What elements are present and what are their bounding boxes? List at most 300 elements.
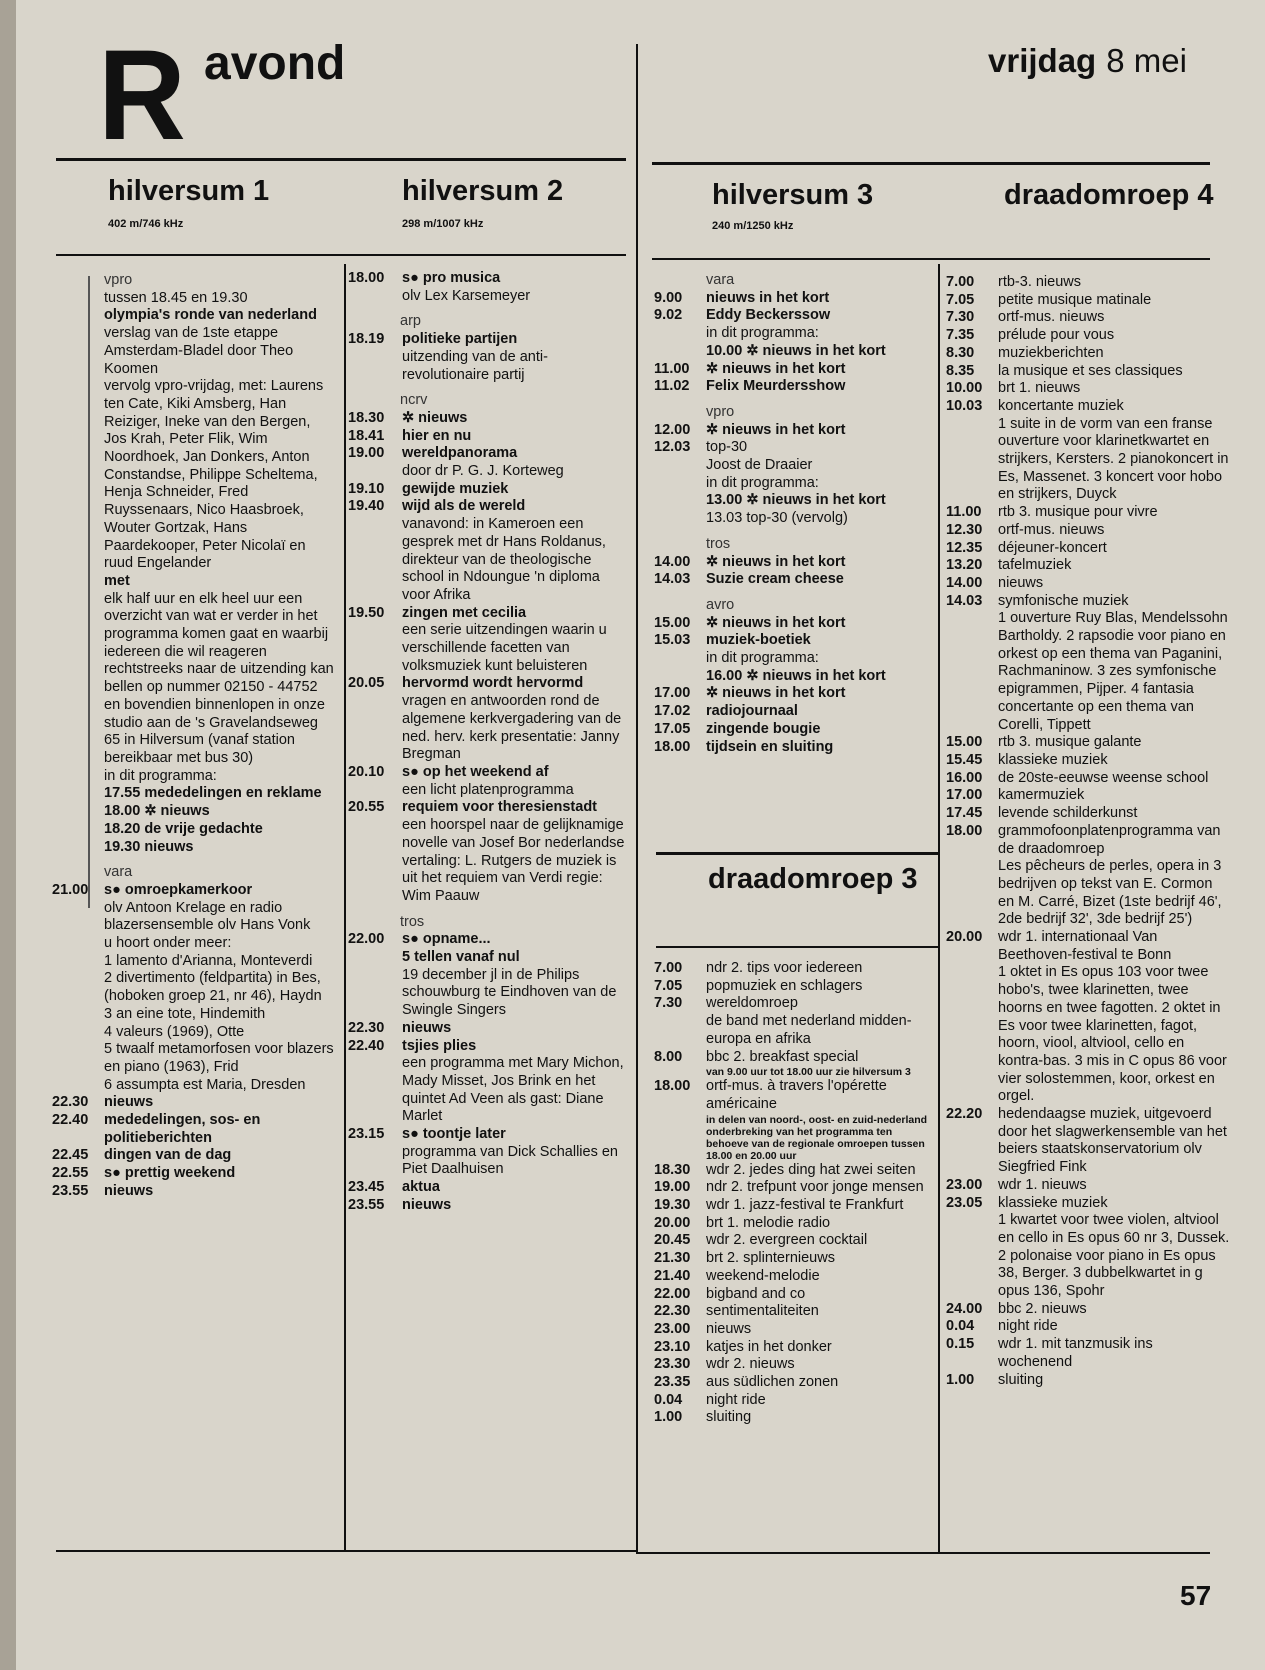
program-title: s● toontje later [402,1126,506,1143]
program-time: 19.30 [654,1197,691,1214]
program-title: muziekberichten [998,344,1104,361]
program-time: 19.40 [348,498,385,515]
draadomroep3-bottom-rule [656,946,938,948]
program-time [52,1077,104,1095]
program-time: 20.00 [946,929,983,946]
program-entry [654,1162,936,1180]
program-title: zingen met cecilia [402,604,527,621]
station-title-hilversum1: hilversum 1 [108,175,270,207]
program-title: tijdsein en sluiting [706,738,834,755]
program-title: petite musique matinale [998,291,1152,308]
program-title: verslag van de 1ste etappe Amsterdam-Bladel door Theo Koomen [104,325,294,377]
program-time [52,803,104,821]
program-time: 17.00 [946,787,983,804]
program-entry [654,439,936,457]
program-time [52,378,104,573]
program-entry [348,349,628,384]
program-time [348,516,402,605]
program-entry [654,475,936,493]
program-time: 1.00 [946,1371,975,1388]
program-title: ✲ nieuws [402,409,468,426]
program-title: sentimentaliteiten [706,1303,819,1320]
program-entry [52,839,336,857]
program-time [946,416,998,505]
program-title: in dit programma: [706,474,819,491]
program-entry [654,1286,936,1304]
program-entry [52,325,336,378]
program-time: 22.30 [654,1303,691,1320]
program-title: Suzie cream cheese [706,571,844,588]
program-entry [348,498,628,516]
program-time: 22.30 [348,1019,385,1036]
program-time: 12.03 [654,439,691,456]
program-time: 17.45 [946,805,983,822]
program-title: ndr 2. tips voor iedereen [706,960,863,976]
program-time: 7.05 [946,291,975,308]
program-time: 22.55 [52,1165,89,1182]
program-title: door dr P. G. J. Korteweg [402,463,564,480]
program-time [348,949,402,967]
program-title: sluiting [998,1371,1044,1388]
program-time [52,591,104,768]
program-title: s● opname... [402,931,491,948]
broadcaster-label: tros [706,535,731,552]
program-entry [946,1336,1230,1371]
program-title: ndr 2. trefpunt voor jonge mensen [706,1179,924,1196]
program-entry [654,632,936,650]
program-entry [654,492,936,510]
program-entry [348,782,628,800]
program-entry [348,931,628,949]
program-entry [946,416,1230,505]
program-time: 15.00 [654,614,691,631]
program-title: 19.30 nieuws [104,838,194,855]
program-time [52,953,104,971]
program-title: ✲ nieuws in het kort [706,553,846,570]
program-entry [654,307,936,325]
program-title: nieuws [402,1196,452,1213]
program-time: 16.00 [946,769,983,786]
program-entry [52,821,336,839]
program-entry [654,978,936,996]
program-time: 21.40 [654,1267,691,1284]
program-title: uitzending van de anti-revolutionaire partij [402,348,548,383]
program-title: ✲ nieuws in het kort [706,360,846,377]
program-title: top-30 [706,439,748,456]
program-time [348,349,402,384]
program-entry [348,1197,628,1215]
program-entry [946,398,1230,416]
program-time [52,839,104,857]
program-entry [946,575,1230,593]
program-entry [348,693,628,764]
program-time: 23.55 [52,1182,89,1199]
program-entry [946,292,1230,310]
program-title: night ride [998,1318,1058,1335]
program-time [52,821,104,839]
program-section [654,272,936,396]
program-time: 7.30 [654,995,683,1012]
program-title: bbc 2. breakfast special [706,1048,859,1065]
program-title: nieuws [706,1320,752,1337]
header-rule-right [652,162,1210,165]
program-entry [946,274,1230,292]
program-entry [654,1049,936,1067]
program-time: 11.00 [654,360,690,377]
program-entry [348,445,628,463]
program-time: 7.05 [654,977,683,994]
program-title: s● pro musica [402,270,501,286]
program-title: levende schilderkunst [998,805,1138,822]
program-time [946,610,998,734]
draadomroep4-schedule [946,274,1230,1389]
hilversum1-schedule [52,272,336,1201]
program-entry [348,817,628,906]
broadcaster-label: arp [400,313,421,330]
program-time [348,967,402,1020]
program-title: wdr 1. mit tanzmusik ins wochenend [998,1336,1153,1370]
program-time: 20.00 [654,1214,691,1231]
hilversum2-schedule [348,270,628,1215]
center-divider [636,44,638,1554]
program-time [654,343,706,361]
program-time [348,463,402,481]
program-entry [52,953,336,971]
hilversum3-schedule [654,272,936,756]
program-entry [946,504,1230,522]
program-time: 20.45 [654,1232,691,1249]
program-entry [52,1165,336,1183]
program-time: 8.35 [946,362,975,379]
program-entry [946,1106,1230,1177]
program-time: 0.04 [946,1318,975,1335]
program-title: brt 2. splinternieuws [706,1250,835,1267]
program-entry [654,290,936,308]
broadcaster-label: vara [104,864,133,881]
program-title: nieuws [104,1182,154,1199]
program-time [654,492,706,510]
program-time [654,650,706,668]
header-rule-left [56,158,626,161]
program-entry [654,1303,936,1321]
program-title: 17.55 mededelingen en reklame [104,785,322,802]
program-title: grammofoonplatenprogramma van de draadomroep [998,822,1221,857]
program-title: olv Lex Karsemeyer [402,287,531,304]
program-time: 9.00 [654,289,683,306]
program-entry [654,615,936,633]
program-title: hedendaagse muziek, uitgevoerd door het slagwerkensemble van het beiers staatskonservatorium olv Siegfried Fink [998,1106,1227,1176]
program-title: wijd als de wereld [402,498,526,515]
program-time [654,1013,706,1048]
program-title: zingende bougie [706,720,821,737]
broadcaster-label: vara [706,272,735,288]
draadomroep3-schedule [654,960,936,1427]
program-time: 23.55 [348,1196,385,1213]
program-time: 23.30 [654,1356,691,1373]
program-time: 0.04 [654,1391,683,1408]
program-title: koncertante muziek [998,397,1124,414]
program-entry [654,1215,936,1233]
program-time: 22.30 [52,1094,89,1111]
program-title: wereldpanorama [402,445,518,462]
program-entry [348,481,628,499]
program-time [654,1066,706,1078]
station-title-hilversum3: hilversum 3 [712,179,874,211]
program-entry [52,591,336,768]
program-title: klassieke muziek [998,751,1108,768]
program-entry [654,378,936,396]
program-title: ✲ nieuws in het kort [706,685,846,702]
program-title: popmuziek en schlagers [706,977,863,994]
program-time: 22.40 [348,1037,385,1054]
program-title: 1 lamento d'Arianna, Monteverdi [104,952,313,969]
section-letter: R [98,50,186,142]
program-time: 18.41 [348,427,385,444]
program-entry [348,1020,628,1038]
program-time [52,290,104,308]
program-title: aus südlichen zonen [706,1374,839,1391]
program-time: 23.05 [946,1194,983,1211]
program-entry [654,343,936,361]
program-title: wdr 2. nieuws [706,1356,795,1373]
program-entry [52,1183,336,1201]
program-time: 7.00 [946,274,975,290]
program-entry [348,675,628,693]
program-title: Les pêcheurs de perles, opera in 3 bedrijven op tekst van E. Cormon en M. Carré, Bizet (1ste bedrijf 46', 2de bedrijf 32', 3de bedrijf 25') [998,858,1222,928]
program-title: 2 divertimento (feldpartita) in Bes, (hoboken groep 21, nr 46), Haydn [104,970,322,1005]
broadcaster-label: ncrv [400,392,428,409]
program-note: van 9.00 uur tot 18.00 uur zie hilversum 3 [706,1066,911,1079]
program-title: een serie uitzendingen waarin u verschillende facetten van volksmuziek kunt beluisteren [402,622,607,674]
program-title: 3 an eine tote, Hindemith [104,1005,266,1022]
program-entry [946,610,1230,734]
program-time: 17.05 [654,720,691,737]
program-entry [348,428,628,446]
program-entry [654,1232,936,1250]
program-title: ortf-mus. nieuws [998,309,1105,326]
program-entry [348,949,628,967]
program-title: tussen 18.45 en 19.30 [104,289,248,306]
program-title: wdr 1. nieuws [998,1176,1087,1193]
program-section [348,270,628,305]
program-title: radiojournaal [706,703,798,720]
program-title: een programma met Mary Michon, Mady Misset, Jos Brink en het quintet Ad Veen als gast: Diane Marlet [402,1055,624,1125]
program-entry [348,1179,628,1197]
program-entry [348,1055,628,1126]
date-label: 8 mei [1106,42,1187,79]
program-title: 18.00 ✲ nieuws [104,803,210,820]
program-entry [348,622,628,675]
program-time: 15.00 [946,734,983,751]
program-entry [946,593,1230,611]
footer-rule-right [636,1552,1210,1554]
page-number: 57 [1180,1580,1212,1611]
program-entry [52,1077,336,1095]
program-title: de band met nederland midden-europa en afrika [706,1013,912,1047]
program-entry [654,510,936,528]
program-title: met [104,572,130,589]
footer-rule-left [56,1550,638,1552]
program-title: kamermuziek [998,787,1085,804]
program-entry [654,457,936,475]
program-time: 23.45 [348,1179,385,1196]
program-entry [654,668,936,686]
program-entry [946,752,1230,770]
program-title: tsjies plies [402,1037,477,1054]
program-title: een licht platenprogramma [402,781,574,798]
program-title: rtb 3. musique pour vivre [998,504,1158,521]
program-time [52,307,104,325]
program-time: 11.00 [946,504,982,521]
program-title: vanavond: in Kameroen een gesprek met dr Hans Roldanus, direkteur van de theologische school in Ndoungue 'n diploma voor Afrika [402,516,606,603]
program-time: 23.00 [946,1176,983,1193]
program-time: 18.19 [348,331,385,348]
column-divider-h3-d4 [938,264,940,1552]
program-title: brt 1. melodie radio [706,1214,831,1231]
program-title: ortf-mus. nieuws [998,521,1105,538]
program-entry [52,1041,336,1076]
program-title: aktua [402,1179,440,1196]
program-title: 13.00 ✲ nieuws in het kort [706,492,886,509]
program-title: la musique et ses classiques [998,362,1183,379]
program-time [654,510,706,528]
program-title: requiem voor theresienstadt [402,799,597,816]
program-title: wereldomroep [706,995,798,1012]
program-time: 20.05 [348,675,385,692]
program-time: 24.00 [946,1300,983,1317]
program-time: 21.00 [52,881,89,898]
program-title: s● omroepkamerkoor [104,881,253,898]
program-time: 10.00 [946,380,983,397]
draadomroep3-top-rule [656,852,938,855]
program-time: 20.55 [348,799,385,816]
program-time: 17.00 [654,685,691,702]
program-title: brt 1. nieuws [998,380,1081,397]
program-entry [654,1250,936,1268]
program-entry [654,685,936,703]
program-title: wdr 1. internationaal Van Beethoven-festival te Bonn [998,929,1172,963]
program-title: een hoorspel naar de gelijknamige novelle van Josef Bor nederlandse vertaling: L. Rutgers de muziek is uit het requiem van Verdi regie: Wim Paauw [402,817,625,904]
program-entry [946,929,1230,964]
program-time: 7.00 [654,960,683,976]
program-time: 19.50 [348,604,385,621]
program-time [52,970,104,1005]
program-title: bbc 2. nieuws [998,1300,1087,1317]
program-title: de 20ste-eeuwse weense school [998,769,1209,786]
station-freq-hilversum3: 240 m/1250 kHz [712,220,794,232]
program-time [654,457,706,475]
program-title: hier en nu [402,427,472,444]
program-entry [946,557,1230,575]
program-entry [654,1179,936,1197]
program-title: u hoort onder meer: [104,935,232,952]
program-time [348,1055,402,1126]
day-label: vrijdag [988,42,1097,79]
program-entry [654,1197,936,1215]
program-time: 21.30 [654,1250,691,1267]
program-time: 18.00 [654,1078,691,1095]
program-entry [654,1114,936,1162]
program-time: 14.03 [654,571,691,588]
station-title-hilversum2: hilversum 2 [402,175,564,207]
program-time: 11.02 [654,378,690,395]
program-entry [348,270,628,288]
program-entry [946,363,1230,381]
program-entry [52,1112,336,1147]
program-entry [654,1066,936,1078]
program-entry [946,787,1230,805]
program-time: 14.00 [946,574,983,591]
program-title: prélude pour vous [998,327,1115,344]
broadcaster-label: vpro [706,403,735,420]
program-title: night ride [706,1391,766,1408]
program-time: 22.20 [946,1106,983,1123]
program-entry [654,650,936,668]
program-title: rtb 3. musique galante [998,734,1142,751]
program-title: ✲ nieuws in het kort [706,614,846,631]
program-entry [946,380,1230,398]
program-entry [52,1147,336,1165]
program-entry [348,331,628,349]
program-entry [52,1024,336,1042]
program-entry [654,1321,936,1339]
program-entry [654,1013,936,1048]
station-rule-left [56,254,626,256]
program-title: 13.03 top-30 (vervolg) [706,510,848,527]
program-time: 22.00 [654,1285,691,1302]
program-time: 14.03 [946,592,983,609]
program-time: 0.15 [946,1336,975,1353]
program-time [52,900,104,935]
program-time: 15.03 [654,632,691,649]
program-entry [654,703,936,721]
program-section [348,313,628,384]
broadcaster-label: avro [706,596,735,613]
program-entry [654,1374,936,1392]
program-time: 18.00 [348,270,385,286]
program-entry [946,1177,1230,1195]
program-title: olympia's ronde van nederland [104,307,317,324]
program-entry [946,858,1230,929]
program-title: bigband and co [706,1285,806,1302]
program-entry [348,463,628,481]
program-section [348,392,628,905]
program-title: 6 assumpta est Maria, Dresden [104,1076,306,1093]
program-entry [348,605,628,623]
program-title: 1 suite in de vorm van een franse ouverture voor klarinetkwartet en strijkers, Kersters. 2 pianokoncert in Es, Massenet. 3 koncert voor hobo en strijkers, Duyck [998,415,1229,503]
program-title: s● prettig weekend [104,1165,236,1182]
program-title: symfonische muziek [998,592,1129,609]
program-section [654,597,936,756]
broadcaster-label: tros [400,913,425,930]
program-time: 12.35 [946,539,983,556]
program-time: 1.00 [654,1409,683,1426]
program-title: olv Antoon Krelage en radio blazersensemble olv Hans Vonk [104,899,311,934]
program-title: 1 ouverture Ruy Blas, Mendelssohn Bartholdy. 2 rapsodie voor piano en orkest op een thema van Paganini, Rachmaninow. 3 zes symfonische epigrammen, Pijper. 4 fantasia concertante op een thema van Corelli, Tippett [998,610,1228,733]
program-entry [946,1318,1230,1336]
program-title: politieke partijen [402,331,518,348]
program-entry [654,422,936,440]
program-entry [52,935,336,953]
program-entry [348,967,628,1020]
program-time: 23.35 [654,1374,691,1391]
program-title: nieuws [998,574,1044,591]
program-entry [946,823,1230,858]
program-time [946,858,998,929]
program-title: katjes in het donker [706,1338,832,1355]
program-time [52,1024,104,1042]
program-time [654,668,706,686]
